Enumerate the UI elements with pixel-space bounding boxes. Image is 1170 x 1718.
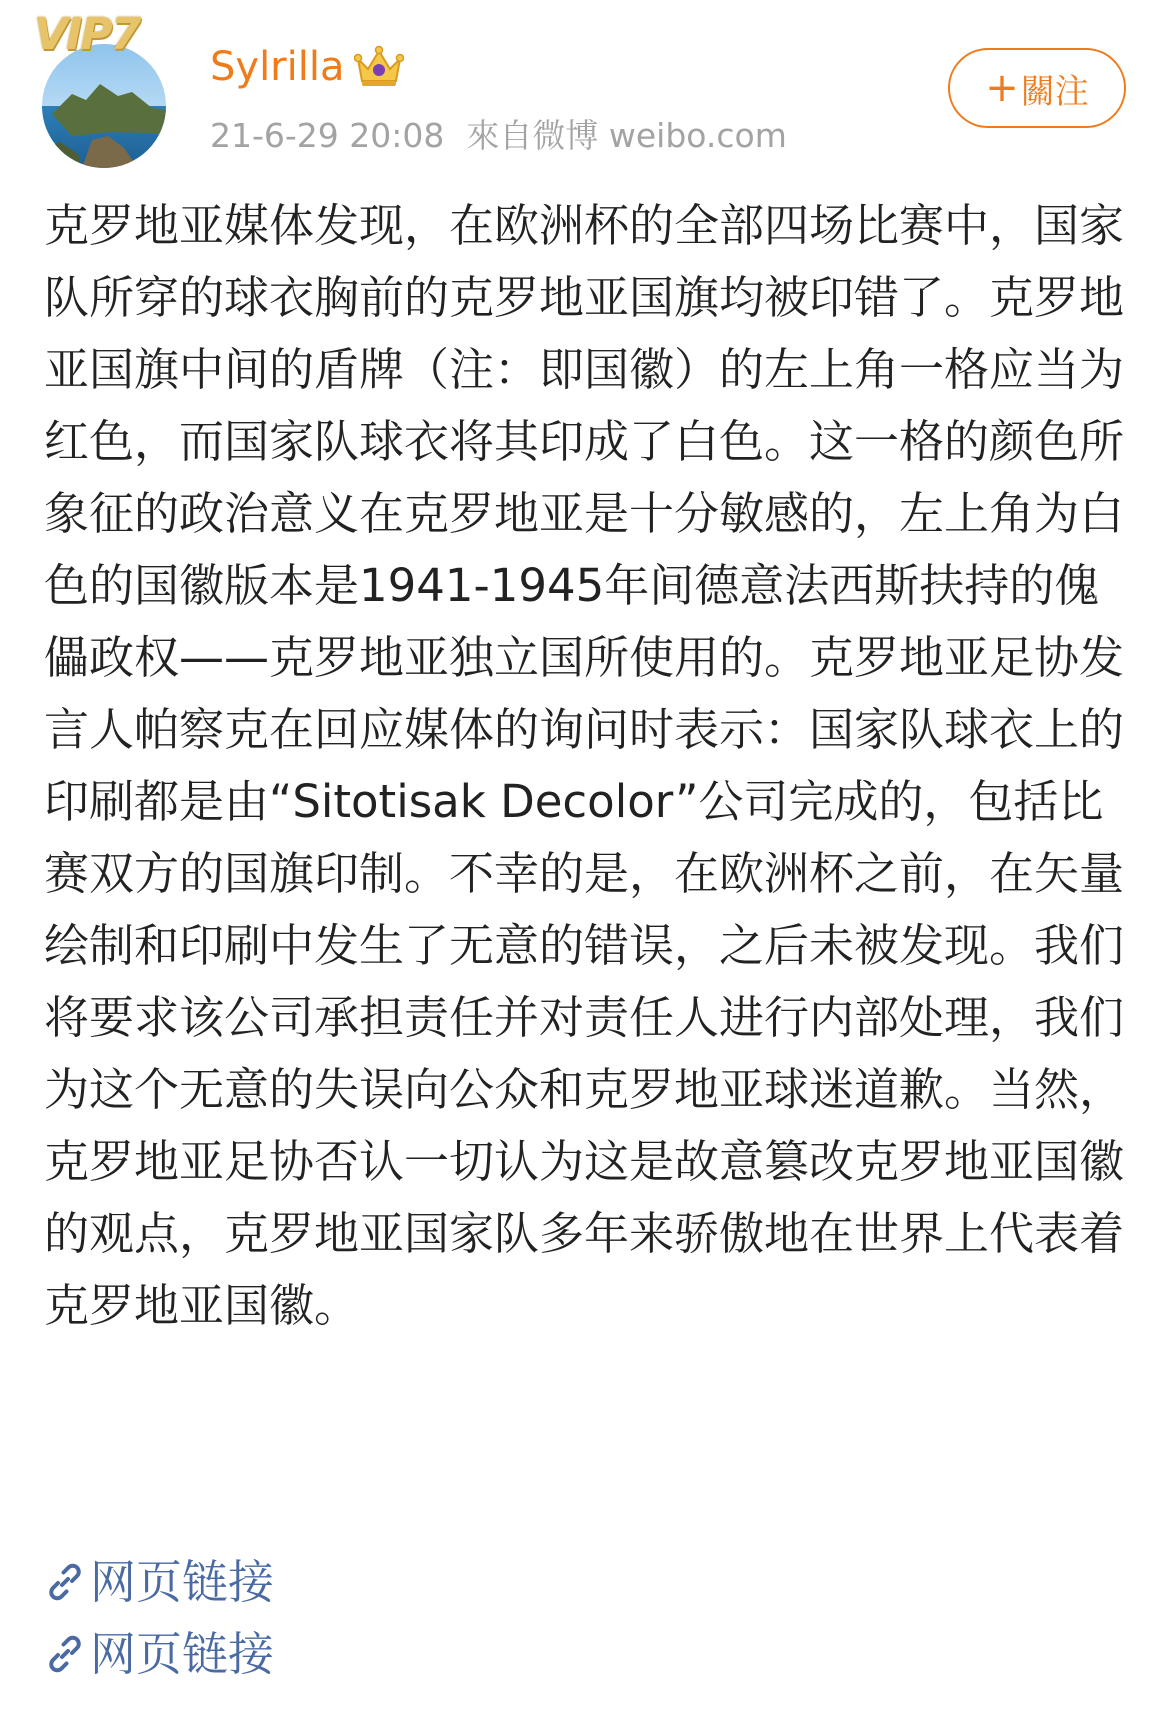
link-icon (44, 1561, 86, 1603)
post-text: 克罗地亚媒体发现，在欧洲杯的全部四场比赛中，国家队所穿的球衣胸前的克罗地亚国旗均被印错了。克罗地亚国旗中间的盾牌（注：即国徽）的左上角一格应当为红色，而国家队球衣将其印成了白色。这一格的颜色所象征的政治意义在克罗地亚是十分敏感的，左上角为白色的国徽版本是1941-1945年间德意法西斯扶持的傀儡政权——克罗地亚独立国所使用的。克罗地亚足协发言人帕察克在回应媒体的询问时表示：国家队球衣上的印刷都是由“Sitotisak Decolor”公司完成的，包括比赛双方的国旗印制。不幸的是，在欧洲杯之前，在矢量绘制和印刷中发生了无意的错误，之后未被发现。我们将要求该公司承担责任并对责任人进行内部处理，我们为这个无意的失误向公众和克罗地亚球迷道歉。当然，克罗地亚足协否认一切认为这是故意篡改克罗地亚国徽的观点，克罗地亚国家队多年来骄傲地在世界上代表着克罗地亚国徽。 (44, 199, 1125, 1332)
vip-badge: VIP7 (34, 9, 140, 60)
avatar[interactable] (42, 44, 166, 168)
avatar-image (42, 44, 166, 168)
web-link-label: 网页链接 (90, 1555, 274, 1609)
post-meta (210, 114, 787, 158)
username-row (210, 42, 404, 92)
link-icon (44, 1633, 86, 1675)
username[interactable]: Sylrilla (210, 44, 345, 90)
follow-button[interactable] (948, 48, 1126, 128)
link-list (44, 1546, 274, 1690)
post-timestamp: 21-6-29 20:08 (210, 116, 445, 155)
web-link[interactable] (44, 1546, 274, 1618)
follow-label: 關注 (1020, 71, 1089, 112)
plus-icon: + (985, 65, 1019, 111)
web-link-label: 网页链接 (90, 1627, 274, 1681)
post-source: 來自微博 weibo.com (466, 116, 787, 155)
web-link[interactable] (44, 1618, 274, 1690)
vip-crown-icon (354, 45, 404, 89)
avatar-container[interactable] (34, 10, 184, 160)
